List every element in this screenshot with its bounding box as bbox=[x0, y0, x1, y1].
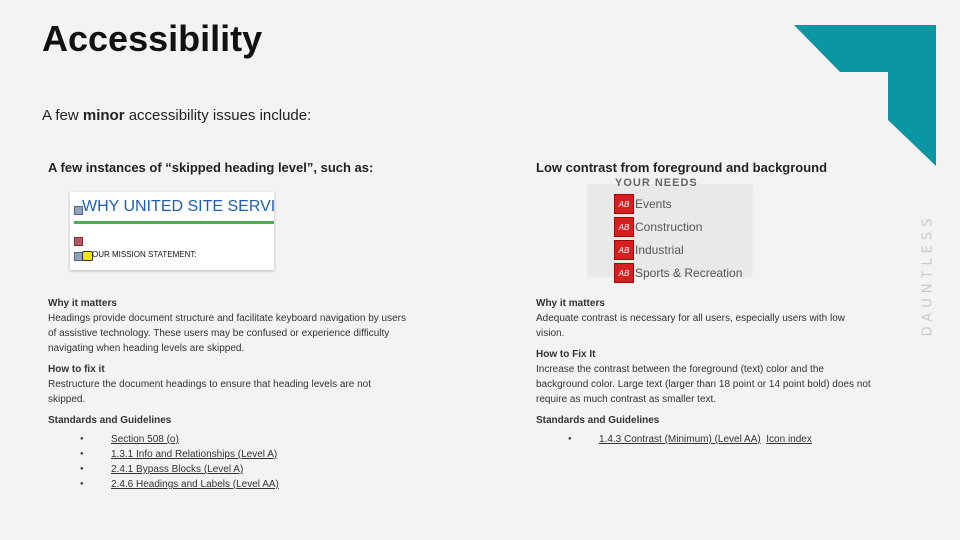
right-fix-text: Increase the contrast between the foreground (text) color and the background color. Large text (larger than 18 point or 14 point bold) does not require as much contrast as smaller text. bbox=[536, 364, 871, 405]
list-item bbox=[48, 447, 408, 462]
left-standards-label: Standards and Guidelines bbox=[48, 415, 172, 426]
list-item bbox=[48, 477, 408, 492]
right-fix-label: How to Fix It bbox=[536, 349, 596, 360]
intro-bold: minor bbox=[82, 107, 125, 124]
list-item bbox=[48, 462, 408, 477]
right-why-label: Why it matters bbox=[536, 298, 605, 309]
skipped-heading-screenshot bbox=[70, 192, 274, 270]
right-column bbox=[536, 160, 896, 185]
left-column bbox=[48, 160, 408, 185]
left-heading: A few instances of “skipped heading level”, such as: bbox=[48, 160, 374, 175]
list-item bbox=[48, 432, 408, 447]
standard-link-131[interactable]: 1.3.1 Info and Relationships (Level A) bbox=[111, 449, 278, 460]
right-why-text: Adequate contrast is necessary for all users, especially users with low vision. bbox=[536, 313, 846, 339]
list-item bbox=[614, 240, 684, 260]
low-contrast-screenshot bbox=[587, 177, 753, 280]
left-fix-text: Restructure the document headings to ensure that heading levels are not skipped. bbox=[48, 379, 371, 405]
screenshot-mission: OUR MISSION STATEMENT: bbox=[92, 250, 197, 259]
intro-before: A few bbox=[42, 107, 83, 124]
right-heading: Low contrast from foreground and background bbox=[536, 160, 828, 175]
category-label: Industrial bbox=[635, 243, 684, 257]
category-icon: AB bbox=[614, 240, 634, 260]
left-why-label: Why it matters bbox=[48, 298, 117, 309]
brand-watermark bbox=[916, 214, 940, 336]
right-standards-list bbox=[536, 432, 876, 447]
icon-index-link[interactable]: Icon index bbox=[766, 434, 812, 445]
standard-link-241[interactable]: 2.4.1 Bypass Blocks (Level A) bbox=[111, 464, 244, 475]
category-icon: AB bbox=[614, 263, 634, 283]
left-standards-list bbox=[48, 432, 408, 492]
standard-link-246[interactable]: 2.4.6 Headings and Labels (Level AA) bbox=[111, 479, 279, 490]
category-label: Events bbox=[635, 197, 672, 211]
category-label: Sports & Recreation bbox=[635, 266, 743, 280]
list-item bbox=[614, 217, 702, 237]
screenshot-heading: WHY UNITED SITE SERVI bbox=[82, 198, 276, 215]
page-title: Accessibility bbox=[42, 18, 263, 59]
left-details bbox=[48, 290, 408, 492]
left-fix-label: How to fix it bbox=[48, 364, 105, 375]
right-details bbox=[536, 290, 876, 447]
list-item bbox=[614, 194, 672, 214]
category-icon: AB bbox=[614, 194, 634, 214]
standard-link-143[interactable]: 1.4.3 Contrast (Minimum) (Level AA) bbox=[599, 434, 761, 445]
screenshot-cut-heading: YOUR NEEDS bbox=[615, 177, 698, 189]
intro-text bbox=[42, 107, 311, 124]
brand-text: DAUNTLESS bbox=[920, 213, 936, 337]
left-why-text: Headings provide document structure and facilitate keyboard navigation by users of assistive technology. These users may be confused or experience difficulty navigating when heading levels are skipped. bbox=[48, 313, 406, 354]
green-rule bbox=[74, 221, 274, 224]
category-label: Construction bbox=[635, 220, 703, 234]
list-item bbox=[536, 432, 876, 447]
intro-after: accessibility issues include: bbox=[124, 107, 312, 124]
standard-link-508[interactable]: Section 508 (o) bbox=[111, 434, 179, 445]
right-standards-label: Standards and Guidelines bbox=[536, 415, 660, 426]
category-icon: AB bbox=[614, 217, 634, 237]
list-item bbox=[614, 263, 742, 283]
image-placeholder-icon bbox=[74, 237, 83, 246]
